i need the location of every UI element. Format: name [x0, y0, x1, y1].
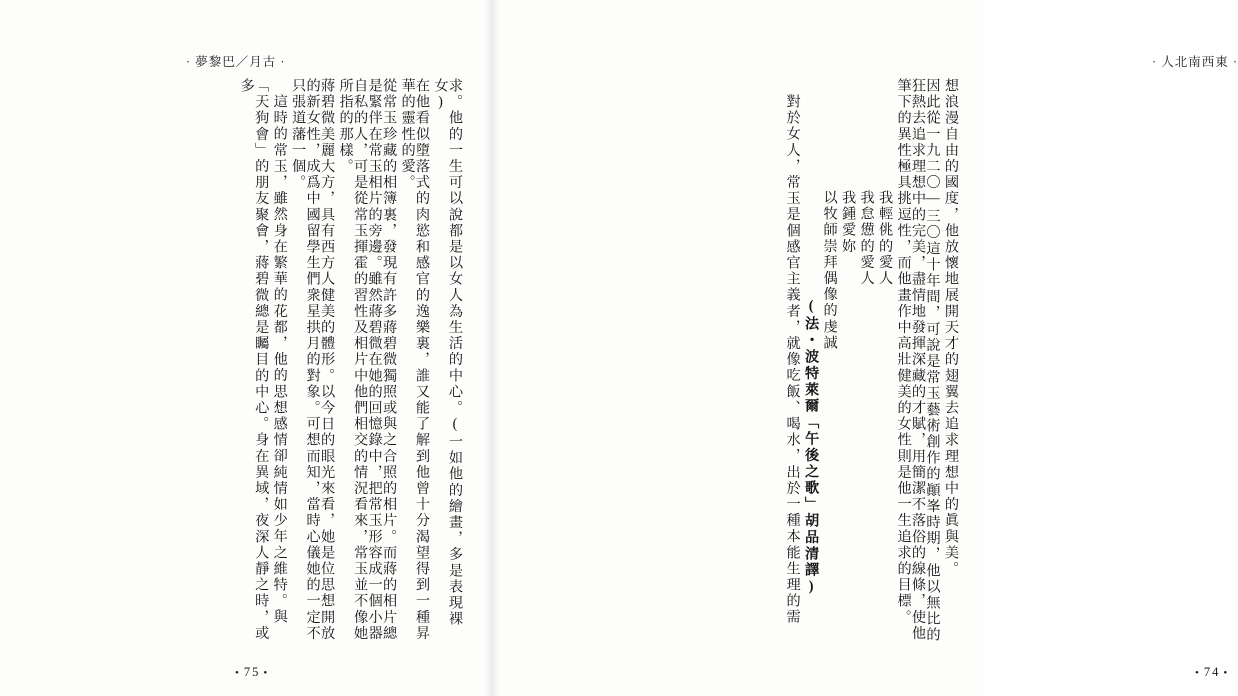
poem-line: 我怠憊的愛人	[858, 190, 875, 287]
text-column: 想浪漫自由的國度，他放懷地展開天才的翅翼去追求理想中的眞與美。	[943, 78, 959, 578]
page-number-left	[232, 665, 272, 680]
folio-prefix-dot: •	[1195, 667, 1201, 680]
folio-number: 75	[243, 665, 261, 679]
text-column: 在他看似墮落式的肉慾和感官的逸樂裏，誰又能了解到他曾十分渴望得到一種昇華的靈性的愛。	[399, 78, 431, 642]
text-column: 蔣碧微美麗大方，具有西方人健美的體形。以今日的眼光來看，她是位思想開放的新女性，成爲中國留學生們衆星拱月的對象。可想而知，當時心儀她的一定不只張道藩一個。	[290, 78, 336, 642]
text-column: 求。他的一生可以說都是以女人為生活的中心。(一如他的繪畫，多是表現裸女)	[432, 78, 463, 628]
folio-prefix-dot: •	[235, 667, 241, 680]
text-column: 「天狗會」的朋友聚會，蔣碧微總是矚目的中心。身在異域，夜深人靜之時，或多	[238, 78, 270, 642]
page-number-right	[1192, 665, 1232, 680]
text-column: 對於女人，常玉是個感官主義者，就像吃飯、喝水，出於一種本能生理的需	[784, 94, 801, 626]
poem-line: 我輕佻的愛人	[877, 190, 894, 287]
page-left	[0, 0, 492, 696]
folio-suffix-dot: •	[1223, 667, 1230, 680]
poem-line: 以牧師崇拜偶像的虔誠	[821, 190, 838, 351]
page-right	[492, 0, 1238, 696]
text-block-left	[34, 78, 462, 650]
text-block-right	[520, 78, 958, 650]
folio-suffix-dot: •	[263, 667, 270, 680]
running-head-left: · 夢黎巴／月古 ·	[186, 55, 286, 69]
text-column: 從常玉珍藏的相簿裏，發現有許多蔣碧微獨照或與之合照的相片。而蔣的相片總是緊伴在常玉相片的旁邊。雖然蔣碧微在她的回憶錄中，把常玉形容成一個小器自私的人，可是從常玉揮霍的習性及相片中他們相交的情況看來，常玉並不像她所指的那樣。	[337, 78, 398, 642]
poem-line: 我鍾愛妳	[840, 190, 857, 255]
text-column: 因此從一九二〇―三〇這十年間，可說是常玉藝術創作的顚峯時期，他以無比的狂熱去追求理想中的完美，盡情地發揮深藏的才賦，用簡潔不落俗的線條，使他筆下的異性極具挑逗性，而他畫作中高壯健美的女性則是他一生追求的目標。	[895, 78, 941, 644]
folio-number: 74	[1203, 665, 1221, 679]
poem-attribution: (法・波特萊爾「午後之歌」胡品清譯)	[803, 298, 820, 597]
text-column: 這時的常玉，雖然身在繁華的花都，他的思想感情卻純情如少年之維特。與	[271, 94, 288, 626]
running-head-right: · 人北南西東 ·	[1152, 55, 1238, 69]
